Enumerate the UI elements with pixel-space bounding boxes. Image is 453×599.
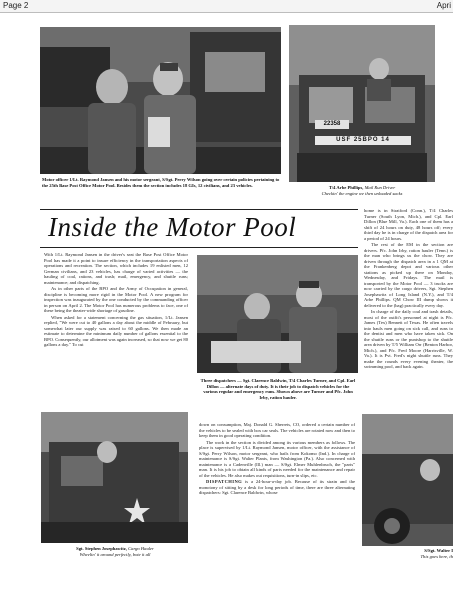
article-headline: Inside the Motor Pool bbox=[48, 212, 297, 242]
article-paragraph: In charge of the daily coal and trash details, most of the outfit's personnel at night is Pfc. James (Tex) Bennett of Texas. He often travels into hauls men going on sick call, and runs to the dentist and men who have taken sick. On the shuttle runs or the puntshop to the shuttle area driven by T/5 William Orr (Benton Harbor, Mich.), and Pfc. Fred Moore (Harrisville, W. Va.). It is Pvt. Fred's night shuttle runs. They make the rounds every evening theater, the swimming pool, and back again. bbox=[364, 309, 453, 369]
article-paragraph: The work in the section is divided among its various members as follows. The place is supervised by 1/Lt. Raymond Jansen, motor officer, with the assistance of S/Sgt. Perry Wilson, motor sergeant, who hails from Kokomo (Ind.). In charge of maintenance is S/Sgt. Walter Plants, from Washington (Pa.). Also concerned with maintenance is a Cadenville (Ill.) man — S/Sgt. Elmer Muhlenbruch, the "parts" man. It is his job to obtain all kinds of parts needed for the maintenance and repair of the vehicles. He also makes out requisitions, turn-in slips, etc. bbox=[199, 439, 355, 478]
photo-dispatchers bbox=[197, 255, 358, 373]
article-column-1 bbox=[44, 252, 188, 404]
headline-rule-bottom bbox=[40, 247, 358, 248]
article-paragraph: down on consumption, Maj. Donald G. Sherrets, CO, ordered a certain number of the vehicles to be sealed with box car seals. The vehicles are rotated now and then to keep them in good operating condition. bbox=[199, 422, 355, 438]
article-paragraph: When asked for a statement concerning the gas situation, 1/Lt. Jansen replied, "We were cut to 40 gallons a day about the middle of February, but somewhat later our supply was raised to 60 gallons. We then made an estimate to determine the minimum daily number of gallons essential to the BPO. Consequently, our allotment was again increased, so that now we get 80 gallons a day." To cut bbox=[44, 314, 188, 347]
photo-cargo-hauler bbox=[41, 412, 188, 543]
article-paragraph: As in other parts of the BPO and the Army of Occupation in general, discipline is becoming more rigid in the Motor Pool. A new program for inspection was inaugurated by the one conducted by the commanding officer in person on April 2. The Motor Pool has numerous problems to face, one of these being the theater-wide shortage of gasoline. bbox=[44, 286, 188, 313]
article-paragraph: home is in Stratford (Conn.), T/4 Charles Turner (South Lyon, Mich.), and Cpl. Earl Dillon (Blue Mill, Va.). Each one of them has a shift of 24 hours on duty, 48 hours off; every third day he is in charge of the dispatch area for a period of 24 hours. bbox=[364, 208, 453, 241]
page-number: Page 2 bbox=[3, 1, 29, 10]
caption-maintenance bbox=[362, 548, 453, 559]
article-column-2 bbox=[199, 422, 355, 592]
bumper-plate-top: 22358 bbox=[315, 120, 349, 129]
issue-month: Apri bbox=[436, 1, 451, 10]
page-header bbox=[0, 0, 453, 13]
photo-truck-driver bbox=[289, 25, 435, 182]
photo-motor-officer bbox=[40, 27, 281, 174]
article-section-lead: DISPATCHING bbox=[206, 479, 243, 484]
caption-maintenance-quote: This goes here, th bbox=[420, 553, 453, 559]
caption-cargo-hauler-quote: Wheelin' it around perfectly, bote it all bbox=[79, 551, 151, 557]
article-paragraph: The rest of the EM in the section are drivers. Pfc. John Irby, ration hauler (Tenn.) is the man who brings us the chow. They are driven through the dispatch area in a 1 QM at the Frankenberg depot and various other stations as picked up there on Monday, Wednesday, and Fridays. The mail is transported by the Motor Pool — 3 trucks are now carried by the cargo drivers, Sgt. Stephen Josephawitz of Long Island (N.Y.), and T/4 Arbe Phillips. QM Chow III dump shows it delivered to the (bag) practically every day. bbox=[364, 242, 453, 308]
caption-motor-officer: Motor officer 1/Lt. Raymond Jansen and his motor sergeant, S/Sgt. Perry Wilson going over certain policies pertaining to the 25th Base Post Office Motor Pool. Besides them the section includes 18 GIs, 12 civilians, and 23 vehicles. bbox=[42, 177, 280, 188]
article-paragraph: With 1/Lt. Raymond Jansen in the driver's seat the Base Post Office Motor Pool has made it a point to insure efficiency in the transportation aspects of operations and recreation. The section, which includes 19 enlisted men, 12 German civilians, and 23 vehicles, has charge of varied activities — the hauling of coal, rations, and trash; mail, emergency, and shuttle runs; maintenance; and dispatching. bbox=[44, 252, 188, 285]
bumper-plate-bottom: USF 25BPO 14 bbox=[315, 136, 411, 145]
caption-cargo-hauler-role: Cargo Hauler bbox=[128, 546, 154, 551]
caption-truck-driver-quote: Checkin' the engine we then unloaded sacks bbox=[321, 190, 403, 196]
article-paragraph: is a 24-hour-a-day job. Because of its strain and the monotony of sitting by a desk for long periods of time, there are three alternating dispatchers: Sgt. Clarence Baldwin, whose bbox=[199, 479, 355, 495]
caption-cargo-hauler bbox=[41, 546, 189, 557]
photo-maintenance bbox=[362, 414, 453, 546]
caption-truck-driver bbox=[289, 185, 435, 196]
caption-truck-driver-name: T/4 Arbe Phillips, bbox=[328, 185, 364, 190]
caption-maintenance-name: S/Sgt. Walter I bbox=[424, 548, 453, 553]
caption-cargo-hauler-name: Sgt. Stephen Josephawitz, bbox=[76, 546, 127, 551]
caption-dispatchers: Three dispatchers — Sgt. Clarence Baldwin, T/4 Charles Turner, and Cpl. Earl Dillon — alternate days of duty. It is their job to dispatch vehicles for the various regular and emergency runs. Shown above are Turner and Pfc. John Irby, ration hauler. bbox=[200, 378, 356, 400]
caption-truck-driver-role: Mail Run Driver bbox=[364, 185, 396, 190]
article-column-3 bbox=[364, 208, 453, 406]
headline-rule-top bbox=[40, 209, 358, 210]
